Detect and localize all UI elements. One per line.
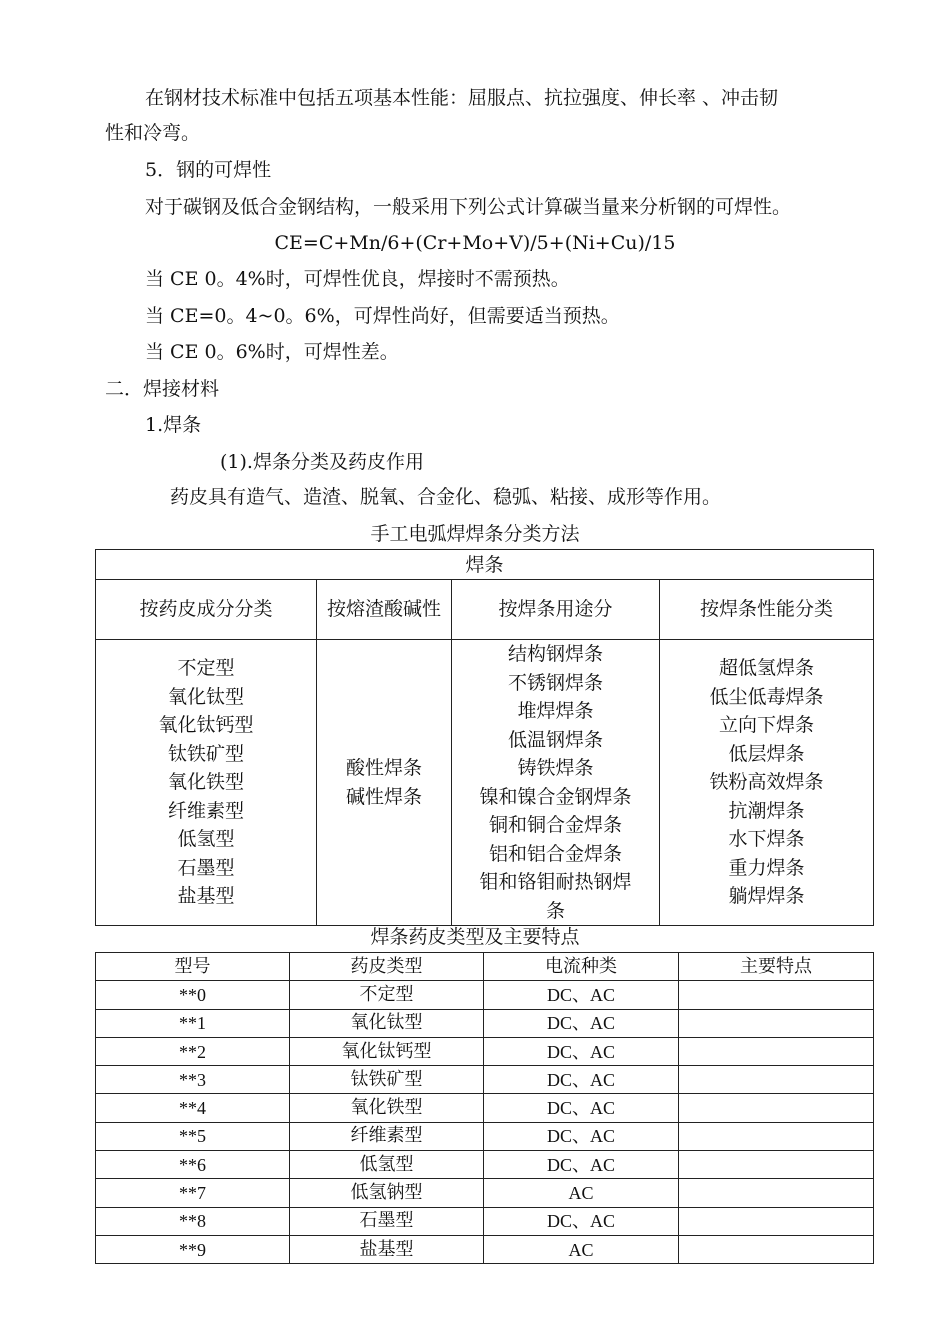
list-item: 抗潮焊条 bbox=[728, 799, 805, 822]
list-item: 铸铁焊条 bbox=[517, 757, 594, 779]
table-caption: 手工电弧焊焊条分类方法 bbox=[370, 523, 580, 545]
section-heading: 5．钢的可焊性 bbox=[145, 159, 272, 181]
table-row bbox=[96, 1207, 874, 1235]
feature-cell bbox=[679, 981, 874, 1009]
feature-cell bbox=[679, 1009, 874, 1037]
list-item: 盐基型 bbox=[177, 885, 235, 908]
model-cell: **4 bbox=[96, 1094, 290, 1122]
list-item: 水下焊条 bbox=[728, 828, 805, 851]
column-header: 主要特点 bbox=[679, 953, 874, 981]
category-header-cell: 按熔渣酸碱性 bbox=[317, 580, 452, 640]
category-header-cell: 按焊条用途分 bbox=[452, 580, 660, 640]
list-item: 立向下焊条 bbox=[719, 714, 815, 737]
paragraph-line: 当 CE 0。4%时，可焊性优良，焊接时不需预热。 bbox=[145, 268, 570, 290]
list-item: 低温钢焊条 bbox=[507, 728, 603, 751]
table-cell bbox=[317, 640, 452, 926]
coating-cell: 不定型 bbox=[290, 981, 484, 1009]
paragraph-line: 当 CE=0。4~0。6%，可焊性尚好，但需要适当预热。 bbox=[145, 305, 620, 327]
current-cell: DC、AC bbox=[484, 981, 679, 1009]
table-header-row bbox=[96, 953, 874, 981]
model-cell: **7 bbox=[96, 1179, 290, 1207]
list-item: 铜和铜合金焊条 bbox=[488, 814, 622, 836]
table-cell bbox=[452, 640, 660, 926]
feature-cell bbox=[679, 1151, 874, 1179]
list-item: 低氢型 bbox=[177, 828, 235, 851]
section-heading: 二．焊接材料 bbox=[105, 378, 220, 400]
table-row bbox=[96, 1066, 874, 1094]
list-item: 镍和镍合金钢焊条 bbox=[479, 785, 632, 808]
current-cell: AC bbox=[484, 1179, 679, 1207]
coating-cell: 低氢钠型 bbox=[290, 1179, 484, 1207]
coating-cell: 氧化铁型 bbox=[290, 1094, 484, 1122]
table-row bbox=[96, 1151, 874, 1179]
list-item: 条 bbox=[545, 899, 565, 922]
list-item: 石墨型 bbox=[177, 856, 235, 879]
list-item: 纤维素型 bbox=[167, 799, 244, 822]
coating-cell: 氧化钛钙型 bbox=[290, 1037, 484, 1065]
list-item: 氧化钛钙型 bbox=[158, 714, 254, 737]
model-cell: **6 bbox=[96, 1151, 290, 1179]
feature-cell bbox=[679, 1094, 874, 1122]
coating-cell: 纤维素型 bbox=[290, 1122, 484, 1150]
list-item: 钼和铬钼耐热钢焊 bbox=[479, 871, 632, 893]
list-item: 钛铁矿型 bbox=[167, 742, 244, 765]
current-cell: DC、AC bbox=[484, 1094, 679, 1122]
table-row bbox=[96, 1037, 874, 1065]
list-item: 铁粉高效焊条 bbox=[709, 771, 824, 794]
table-cell bbox=[96, 640, 317, 926]
category-header-cell: 按焊条性能分类 bbox=[660, 580, 874, 640]
list-item: 氧化钛型 bbox=[167, 685, 244, 708]
list-item: 不定型 bbox=[177, 657, 235, 680]
table-cell bbox=[660, 640, 874, 926]
table-row bbox=[96, 1009, 874, 1037]
coating-cell: 钛铁矿型 bbox=[290, 1066, 484, 1094]
paragraph-line: 性和冷弯。 bbox=[105, 122, 201, 144]
list-item: 低尘低毒焊条 bbox=[709, 685, 824, 708]
subsection-heading: 1.焊条 bbox=[145, 414, 202, 436]
paragraph-line: 对于碳钢及低合金钢结构，一般采用下列公式计算碳当量来分析钢的可焊性。 bbox=[145, 196, 792, 218]
column-header: 电流种类 bbox=[484, 953, 679, 981]
feature-cell bbox=[679, 1122, 874, 1150]
table-row bbox=[96, 1122, 874, 1150]
coating-cell: 盐基型 bbox=[290, 1235, 484, 1263]
current-cell: DC、AC bbox=[484, 1151, 679, 1179]
list-item: 超低氢焊条 bbox=[719, 657, 815, 680]
table-caption: 焊条药皮类型及主要特点 bbox=[370, 926, 580, 948]
current-cell: DC、AC bbox=[484, 1122, 679, 1150]
electrode-classification-table bbox=[95, 549, 874, 926]
paragraph-line: 药皮具有造气、造渣、脱氧、合金化、稳弧、粘接、成形等作用。 bbox=[170, 486, 722, 508]
model-cell: **8 bbox=[96, 1207, 290, 1235]
list-item: 铝和铝合金焊条 bbox=[488, 842, 622, 865]
feature-cell bbox=[679, 1066, 874, 1094]
model-cell: **3 bbox=[96, 1066, 290, 1094]
list-item: 不锈钢焊条 bbox=[507, 671, 603, 694]
list-item: 堆焊焊条 bbox=[517, 700, 594, 722]
model-cell: **9 bbox=[96, 1235, 290, 1263]
table-row bbox=[96, 1235, 874, 1263]
subsection-heading: (1).焊条分类及药皮作用 bbox=[220, 451, 424, 473]
feature-cell bbox=[679, 1235, 874, 1263]
table-row bbox=[96, 1179, 874, 1207]
coating-cell: 低氢型 bbox=[290, 1151, 484, 1179]
current-cell: DC、AC bbox=[484, 1066, 679, 1094]
feature-cell bbox=[679, 1179, 874, 1207]
table-row bbox=[96, 981, 874, 1009]
paragraph-line: 当 CE 0。6%时，可焊性差。 bbox=[145, 341, 399, 363]
list-item: 碱性焊条 bbox=[345, 785, 422, 808]
list-item: 重力焊条 bbox=[728, 856, 805, 879]
table-header-cell: 焊条 bbox=[96, 550, 874, 580]
feature-cell bbox=[679, 1207, 874, 1235]
list-item: 氧化铁型 bbox=[167, 771, 244, 794]
coating-cell: 石墨型 bbox=[290, 1207, 484, 1235]
list-item: 躺焊焊条 bbox=[728, 885, 805, 908]
list-item: 低层焊条 bbox=[728, 742, 805, 765]
list-item: 结构钢焊条 bbox=[507, 643, 603, 665]
column-header: 型号 bbox=[96, 953, 290, 981]
list-item: 酸性焊条 bbox=[345, 757, 422, 779]
current-cell: DC、AC bbox=[484, 1037, 679, 1065]
table-row bbox=[96, 1094, 874, 1122]
current-cell: DC、AC bbox=[484, 1207, 679, 1235]
current-cell: DC、AC bbox=[484, 1009, 679, 1037]
feature-cell bbox=[679, 1037, 874, 1065]
model-cell: **1 bbox=[96, 1009, 290, 1037]
paragraph-line: 在钢材技术标准中包括五项基本性能：屈服点、抗拉强度、伸长率 、冲击韧 bbox=[145, 87, 779, 109]
category-header-cell: 按药皮成分分类 bbox=[96, 580, 317, 640]
coating-cell: 氧化钛型 bbox=[290, 1009, 484, 1037]
column-header: 药皮类型 bbox=[290, 953, 484, 981]
formula: CE=C+Mn/6+(Cr+Mo+V)/5+(Ni+Cu)/15 bbox=[274, 232, 676, 254]
model-cell: **5 bbox=[96, 1122, 290, 1150]
current-cell: AC bbox=[484, 1235, 679, 1263]
model-cell: **0 bbox=[96, 981, 290, 1009]
coating-type-table bbox=[95, 952, 874, 1264]
model-cell: **2 bbox=[96, 1037, 290, 1065]
